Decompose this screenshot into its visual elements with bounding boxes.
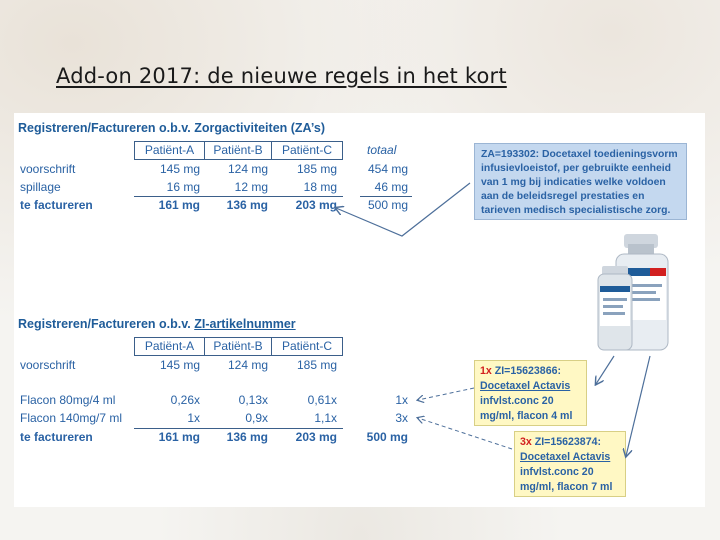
- table1-total: 454 mg: [367, 162, 408, 176]
- table1-header-a: Patiënt-A: [144, 143, 195, 157]
- zi1-line2: infvlst.conc 20: [480, 395, 554, 407]
- table2-cell: 0,26x: [170, 393, 200, 407]
- section2-title-underlined: ZI-artikelnummer: [194, 317, 296, 331]
- table1-header-b: Patiënt-B: [213, 143, 263, 157]
- table1-row-label: spillage: [20, 180, 61, 194]
- table2-row-label: voorschrift: [20, 358, 76, 372]
- table2-total: 3x: [395, 411, 408, 425]
- zi2-line2: infvlst.conc 20: [520, 466, 594, 478]
- table2-cell: 0,13x: [238, 393, 268, 407]
- table2-cell: 203 mg: [295, 430, 337, 444]
- table1-cell: 124 mg: [227, 162, 268, 176]
- zi2-count: 3x: [520, 436, 532, 448]
- table2-cell: 0,61x: [307, 393, 337, 407]
- table2-cell: 145 mg: [159, 358, 200, 372]
- table2-cell: 1x: [187, 411, 200, 425]
- table2-cell: 0,9x: [245, 411, 268, 425]
- table1-row-label: voorschrift: [20, 162, 76, 176]
- table2-total: 1x: [395, 393, 408, 407]
- table2-cell: 1,1x: [314, 411, 337, 425]
- table2-cell: 124 mg: [227, 358, 268, 372]
- arrow-vial-to-zi1: [596, 356, 614, 384]
- table1-total: 500 mg: [367, 198, 408, 212]
- table1-total-header: totaal: [367, 143, 397, 157]
- za-code: ZA=193302:: [481, 149, 540, 160]
- table1-total: 46 mg: [374, 180, 408, 194]
- arrow-zi1-to-row1: [418, 388, 474, 400]
- table1-cell: 185 mg: [296, 162, 337, 176]
- arrow-za-to-total: [336, 183, 470, 236]
- arrow-zi2-to-row2: [418, 418, 512, 449]
- table2-cell: 161 mg: [158, 430, 200, 444]
- table2-header-b: Patiënt-B: [213, 339, 263, 353]
- table1-cell: 203 mg: [295, 198, 337, 212]
- table2-header-a: Patiënt-A: [144, 339, 195, 353]
- slide-title: Add-on 2017: de nieuwe regels in het kort: [56, 64, 507, 88]
- zi2-line3: mg/ml, flacon 7 ml: [520, 481, 613, 493]
- table1-row-label: te factureren: [20, 198, 93, 212]
- zi1-line1: Docetaxel Actavis: [480, 380, 571, 392]
- table2-row-label: Flacon 140mg/7 ml: [20, 411, 123, 425]
- section1-title: Registreren/Factureren o.b.v. Zorgactiviteiten (ZA’s): [18, 121, 326, 135]
- section2-title-prefix: Registreren/Factureren o.b.v.: [18, 317, 195, 331]
- table1-cell: 18 mg: [303, 180, 337, 194]
- table1-cell: 161 mg: [158, 198, 200, 212]
- table2-cell: 136 mg: [226, 430, 268, 444]
- za-description: Docetaxel toedieningsvorm infusievloeistof, per gebruikte eenheid van 1 mg bij indicaties welke voldoen aan de beleidsregel prestaties en tarieven medisch specialistische zorg.: [481, 149, 678, 216]
- table1-cell: 145 mg: [159, 162, 200, 176]
- table1-header-c: Patiënt-C: [281, 143, 333, 157]
- arrow-vial-to-zi2: [626, 356, 650, 456]
- zi2-line1: Docetaxel Actavis: [520, 451, 611, 463]
- zi1-count: 1x: [480, 365, 492, 377]
- table1-cell: 16 mg: [166, 180, 200, 194]
- zi1-line3: mg/ml, flacon 4 ml: [480, 410, 573, 422]
- table2-header-c: Patiënt-C: [281, 339, 333, 353]
- table2-row-label: Flacon 80mg/4 ml: [20, 393, 116, 407]
- table1-cell: 12 mg: [234, 180, 268, 194]
- table2-cell: 185 mg: [296, 358, 337, 372]
- zi1-code: ZI=15623866:: [491, 365, 562, 377]
- zi2-code: ZI=15623874:: [531, 436, 602, 448]
- table2-row-label: te factureren: [20, 430, 93, 444]
- table2-total: 500 mg: [366, 430, 408, 444]
- table1-cell: 136 mg: [226, 198, 268, 212]
